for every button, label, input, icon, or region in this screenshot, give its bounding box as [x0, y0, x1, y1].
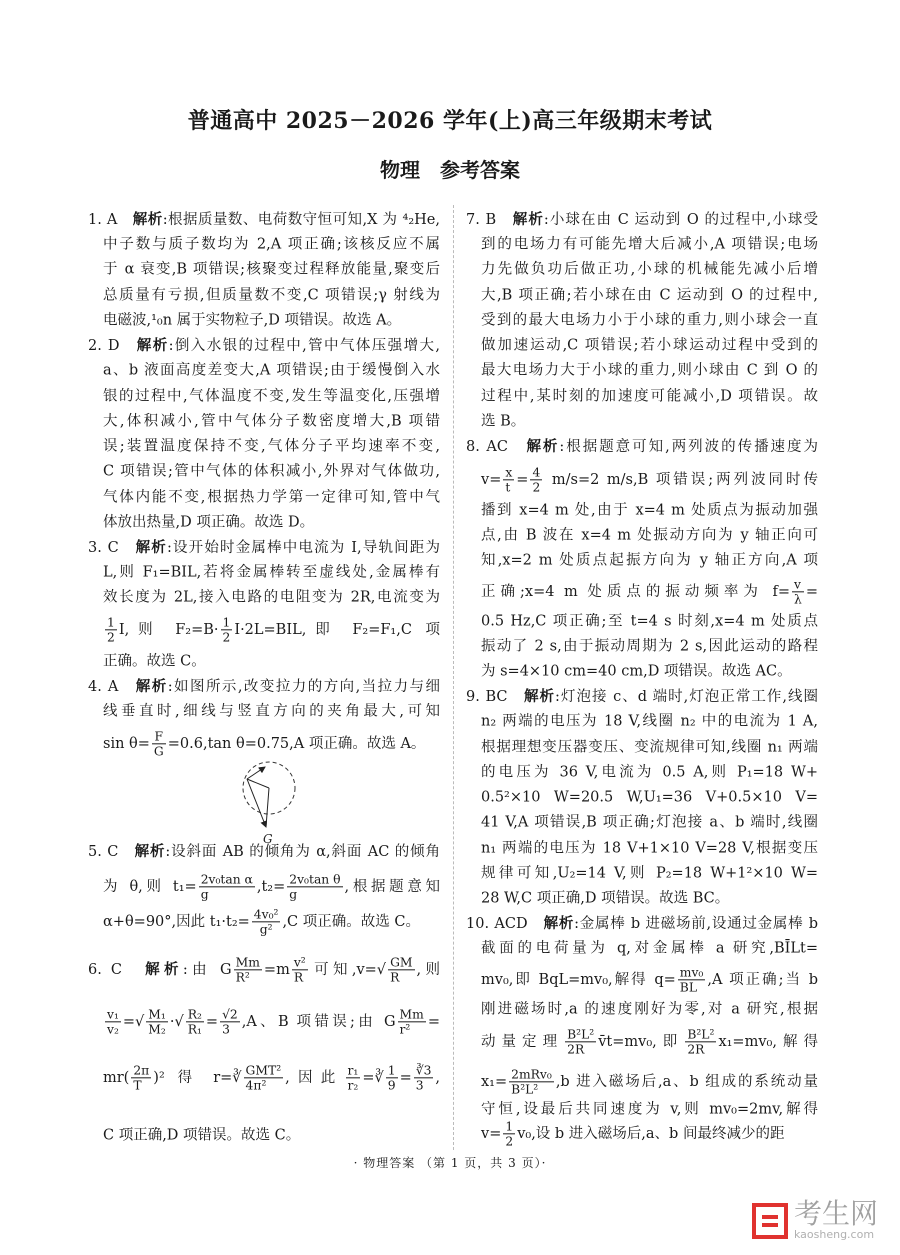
- answer-text-line: 过程中,某时刻的加速度可能减小,D 项错误。故: [481, 388, 818, 405]
- fraction: $\frac{GM}{R}$: [390, 955, 413, 985]
- fraction: $\frac{∛3}{3}$: [415, 1063, 432, 1093]
- answer-text-line: a、b 液面高度差变大,A 项错误;由于缓慢倒入水: [103, 362, 440, 379]
- fraction: $\frac{1}{2}$: [222, 615, 231, 645]
- text-run: ·√: [169, 1014, 184, 1030]
- answer-item-heading: [88, 539, 440, 557]
- text-run: mv₀,即 BqL=mv₀,解得 q=: [481, 972, 676, 988]
- answer-text-line: 守恒,设最后共同速度为 v,则 mv₀=2mv,解得: [481, 1101, 818, 1118]
- column-divider: [453, 205, 454, 1150]
- text-run: v̄t=mv₀,即: [598, 1034, 684, 1050]
- analysis-label: 解析: [543, 914, 575, 932]
- answer-item-heading: [466, 438, 818, 456]
- answer-item-heading: [88, 211, 440, 229]
- analysis-label: 解析: [512, 210, 544, 228]
- text-run: 为 θ,则 t₁=: [103, 879, 197, 895]
- page-footer: · 物理答案 （第 1 页，共 3 页）·: [353, 1156, 547, 1170]
- fraction: $\frac{Mm}{\text{R²}}$: [235, 955, 260, 985]
- answer-text-line: 规律可知,U₂=14 V,则 P₂=18 W+1²×10 W=: [481, 865, 818, 882]
- site-logo: [752, 1197, 878, 1241]
- text-run: 2. D: [88, 337, 137, 354]
- fraction: $\frac{1}{2}$: [505, 1119, 514, 1149]
- analysis-label: 解析: [135, 538, 167, 556]
- answer-text-line: [103, 1007, 440, 1036]
- answer-text-line: 受到的最大电场力小于小球的重力,则小球会一直: [481, 312, 818, 329]
- force-f-arrow: [247, 767, 265, 779]
- text-run: :如图所示,改变拉力的方向,当拉力与细: [167, 678, 440, 695]
- answer-text-line: 正确。故选 C。: [103, 653, 206, 670]
- text-run: =0.6,tan θ=0.75,A 项正确。故选 A。: [167, 736, 426, 752]
- text-run: :由 G: [182, 962, 232, 978]
- text-run: ,则: [416, 962, 440, 978]
- fraction: $\frac{\text{GMT²}}{\text{4π²}}$: [245, 1063, 282, 1093]
- answer-text-line: 体放出热量,D 项正确。故选 D。: [103, 514, 315, 531]
- answer-text-line: 最大电场力大于小球的重力,则小球由 C 到 O 的: [481, 362, 818, 379]
- force-diagram: [225, 755, 315, 850]
- fraction: $\frac{\text{2v₀tan θ}}{g}$: [289, 872, 341, 902]
- fraction: $\frac{√2}{3}$: [222, 1007, 238, 1037]
- text-run: m/s=2 m/s,B 项错误;两列波同时传: [544, 472, 818, 488]
- fraction: $\frac{\text{mv₀}}{BL}$: [679, 965, 704, 995]
- fraction: $\frac{2\pi}{T}$: [133, 1063, 150, 1093]
- answer-text-line: 线垂直时,细线与竖直方向的夹角最大,可知: [103, 703, 440, 720]
- text-run: sin θ=: [103, 736, 150, 752]
- text-run: :倒入水银的过程中,管中气体压强增大,: [168, 337, 440, 354]
- answer-text-line: 总质量有亏损,但质量数不变,C 项错误;γ 射线为: [103, 287, 440, 304]
- analysis-label: 解析: [135, 677, 168, 695]
- answer-text-line: [103, 907, 440, 936]
- text-run: 7. B: [466, 211, 513, 228]
- text-run: :设开始时金属棒中电流为 I,导轨间距为: [166, 539, 440, 556]
- answer-text-line: 知,x=2 m 处质点起振方向为 y 轴正方向,A 项: [481, 552, 818, 569]
- fraction: $\frac{\text{M₁}}{\text{M₂}}$: [148, 1007, 166, 1037]
- answer-text-line: 效长度为 2L,接入电路的电阻变为 2R,电流变为: [103, 589, 440, 606]
- text-run: v=: [481, 472, 502, 488]
- text-run: I,则 F₂=B·: [118, 622, 219, 638]
- text-run: 4. A: [88, 678, 136, 695]
- answer-text-line: C 项正确,D 项错误。故选 C。: [103, 1127, 301, 1144]
- text-run: 8. AC: [466, 438, 527, 455]
- text-run: ,C 项正确。故选 C。: [282, 914, 420, 930]
- logo-icon: [752, 1203, 788, 1239]
- text-run: v₀,设 b 进入磁场后,a、b 间最终减少的距: [517, 1126, 785, 1142]
- answer-text-line: 0.5²×10 W=20.5 W,U₁=36 V+0.5×10 V=: [481, 789, 818, 806]
- answer-text-line: [481, 1119, 818, 1148]
- answer-text-line: n₁ 两端的电压为 18 V+1×10 V=28 V,根据变压: [481, 840, 818, 857]
- text-run: α+θ=90°,因此 t₁·t₂=: [103, 914, 250, 930]
- answer-text-line: 到的电场力有可能先增大后减小,A 项错误;电场: [481, 236, 818, 253]
- answer-text-line: 0.5 Hz,C 项正确;至 t=4 s 时刻,x=4 m 处质点: [481, 613, 818, 630]
- text-run: :小球在由 C 运动到 O 的过程中,小球受: [543, 211, 818, 228]
- answer-item-heading: [466, 211, 818, 229]
- text-run: 动量定理: [481, 1034, 564, 1050]
- answer-text-line: 振动了 2 s,由于振动周期为 2 s,因此运动的路程: [481, 638, 818, 655]
- text-run: :金属棒 b 进磁场前,设通过金属棒 b: [574, 915, 818, 932]
- right-column: [466, 0, 818, 1255]
- text-run: ,根据题意知: [344, 879, 440, 895]
- answer-text-line: [481, 465, 818, 494]
- text-run: x₁=mv₀,解得: [718, 1034, 818, 1050]
- answer-item-heading: [466, 688, 818, 706]
- fraction: $\frac{Mm}{\text{r²}}$: [399, 1007, 424, 1037]
- logo-url: kaosheng.com: [793, 1228, 875, 1241]
- fraction: $\frac{\text{R₂}}{\text{R₁}}$: [187, 1007, 202, 1037]
- answer-text-line: [103, 615, 440, 644]
- answer-item-heading: [88, 337, 440, 355]
- fraction: $\frac{\text{v²}}{R}$: [293, 955, 306, 985]
- fraction: $\frac{\text{v₁}}{\text{v₂}}$: [107, 1007, 119, 1037]
- answer-text-line: 中子数与质子数均为 2,A 项正确;该核反应不属: [103, 236, 440, 253]
- text-run: :根据题意可知,两列波的传播速度为: [559, 438, 818, 455]
- text-run: 5. C: [88, 843, 135, 860]
- fraction: $\frac{1}{2}$: [107, 615, 115, 645]
- text-run: =: [516, 472, 529, 488]
- fraction: $\frac{\text{2v₀tan α}}{g}$: [200, 872, 253, 902]
- gravity-label: G: [263, 832, 273, 846]
- analysis-label: 解析: [524, 687, 556, 705]
- fraction: $\frac{\text{4v₀²}}{\text{g²}}$: [253, 907, 279, 937]
- text-run: 10. ACD: [466, 915, 544, 932]
- answer-text-line: 银的过程中,气体温度不变,发生等温变化,压强增: [103, 388, 440, 405]
- text-run: ,b 进入磁场后,a、b 组成的系统动量: [555, 1074, 818, 1090]
- answer-text-line: 大,B 项正确;若小球在由 C 运动到 O 的过程中,: [481, 287, 818, 304]
- analysis-label: 解析: [145, 961, 183, 978]
- answer-text-line: 刚进磁场时,a 的速度刚好为零,对 a 研究,根据: [481, 1001, 818, 1018]
- text-run: 6. C: [88, 962, 146, 978]
- answer-text-line: [481, 577, 818, 606]
- answer-text-line: 播到 x=4 m 处,由于 x=4 m 处质点为振动加强: [481, 502, 818, 519]
- text-run: ,: [435, 1070, 441, 1086]
- answer-text-line: 力先做负功后做正功,小球的机械能先减小后增: [481, 261, 818, 278]
- fraction: $\frac{1}{9}$: [387, 1063, 396, 1093]
- answer-text-line: 选 B。: [481, 413, 526, 430]
- text-run: 正确;x=4 m 处质点的振动频率为 f=: [481, 584, 791, 600]
- text-run: 1. A: [88, 211, 133, 228]
- answer-text-line: 28 W,C 项正确,D 项错误。故选 BC。: [481, 890, 730, 907]
- answer-text-line: 41 V,A 项错误,B 项正确;灯泡接 a、b 端时,线圈: [481, 814, 818, 831]
- answer-text-line: 气体内能不变,根据热力学第一定律可知,管中气: [103, 489, 440, 506]
- document-title: 普通高中 2025－2026 学年(上)高三年级期末考试: [187, 108, 713, 134]
- document-subtitle: 物理 参考答案: [380, 158, 520, 182]
- text-run: :灯泡接 c、d 端时,灯泡正常工作,线圈: [555, 688, 818, 705]
- answer-text-line: C 项错误;管中气体的体积减小,外界对气体做功,: [103, 463, 440, 480]
- logo-name: 考生网: [793, 1197, 878, 1230]
- text-run: ,A、B 项错误;由 G: [241, 1014, 396, 1030]
- text-run: :设斜面 AB 的倾角为 α,斜面 AC 的倾角: [165, 843, 440, 860]
- answer-item-heading: [466, 915, 818, 933]
- fraction: $\frac{\text{B²L²}}{2R}$: [567, 1027, 595, 1057]
- fraction: $\frac{F}{G}$: [153, 729, 164, 759]
- answer-text-line: 于 α 衰变,B 项错误;核聚变过程释放能量,聚变后: [103, 261, 440, 278]
- answer-text-line: 截面的电荷量为 q,对金属棒 a 研究,BĪLt=: [481, 940, 818, 957]
- analysis-label: 解析: [136, 336, 169, 354]
- text-run: ,t₂=: [256, 879, 286, 895]
- answer-text-line: 大,体积减小,管中气体分子数密度增大,B 项错: [103, 413, 440, 430]
- answer-text-line: [481, 1067, 818, 1096]
- text-run: ,A 项正确;当 b: [707, 972, 819, 988]
- fraction: $\frac{\text{r₁}}{\text{r₂}}$: [347, 1063, 359, 1093]
- text-run: :根据质量数、电荷数守恒可知,X 为 ⁴₂He,: [162, 211, 441, 228]
- answer-text-line: 误;装置温度保持不变,气体分子平均速率不变,: [103, 438, 440, 455]
- text-run: =m: [263, 962, 290, 978]
- analysis-label: 解析: [132, 210, 163, 228]
- answer-text-line: 根据理想变压器变压、变流规律可知,线圈 n₁ 两端: [481, 739, 818, 756]
- answer-text-line: 电磁波,¹₀n 属于实物粒子,D 项错误。故选 A。: [103, 312, 402, 329]
- fraction: $\frac{\text{B²L²}}{2R}$: [687, 1027, 715, 1057]
- text-run: v=: [481, 1126, 502, 1142]
- text-run: =: [805, 584, 818, 600]
- text-run: x₁=: [481, 1074, 508, 1090]
- text-run: )² 得 r=∛: [153, 1070, 242, 1086]
- answer-text-line: [103, 1063, 440, 1092]
- text-run: =: [205, 1014, 219, 1030]
- answer-text-line: [481, 1027, 818, 1056]
- text-run: =: [399, 1070, 412, 1086]
- text-run: ,因此: [285, 1070, 344, 1086]
- answer-text-line: n₂ 两端的电压为 18 V,线圈 n₂ 中的电流为 1 A,: [481, 713, 818, 730]
- analysis-label: 解析: [526, 437, 560, 455]
- fraction: $\frac{\text{2mRv₀}}{\text{B²L²}}$: [511, 1067, 552, 1097]
- answer-text-line: L,则 F₁=BIL,若将金属棒转至虚线处,金属棒有: [103, 564, 440, 581]
- text-run: =√: [122, 1014, 145, 1030]
- text-run: 可知,v=√: [309, 962, 387, 978]
- answer-text-line: 为 s=4×10 cm=40 cm,D 项错误。故选 AC。: [481, 663, 792, 680]
- answer-text-line: [103, 872, 440, 901]
- text-run: 3. C: [88, 539, 136, 556]
- answer-item-heading: [88, 955, 440, 984]
- text-run: =∛: [362, 1070, 384, 1086]
- answer-text-line: 做加速运动,C 项错误;若小球运动过程中受到的: [481, 337, 818, 354]
- answer-text-line: 点,由 B 波在 x=4 m 处振动方向为 y 轴正向可: [481, 527, 818, 544]
- answer-text-line: [481, 965, 818, 994]
- answer-item-heading: [88, 678, 440, 696]
- answer-text-line: 的电压为 36 V,电流为 0.5 A,则 P₁=18 W+: [481, 764, 818, 781]
- text-run: =: [427, 1014, 440, 1030]
- text-run: I·2L=BIL,即 F₂=F₁,C 项: [234, 622, 441, 638]
- fraction: $\frac{x}{t}$: [505, 465, 513, 495]
- gravity-arrow: [247, 779, 266, 827]
- left-column: [88, 0, 440, 1255]
- text-run: mr(: [103, 1070, 130, 1086]
- text-run: 9. BC: [466, 688, 524, 705]
- tension-line: [266, 788, 269, 827]
- fraction: $\frac{v}{\lambda}$: [794, 577, 802, 607]
- fraction: $\frac{4}{2}$: [532, 465, 541, 495]
- analysis-label: 解析: [134, 842, 166, 860]
